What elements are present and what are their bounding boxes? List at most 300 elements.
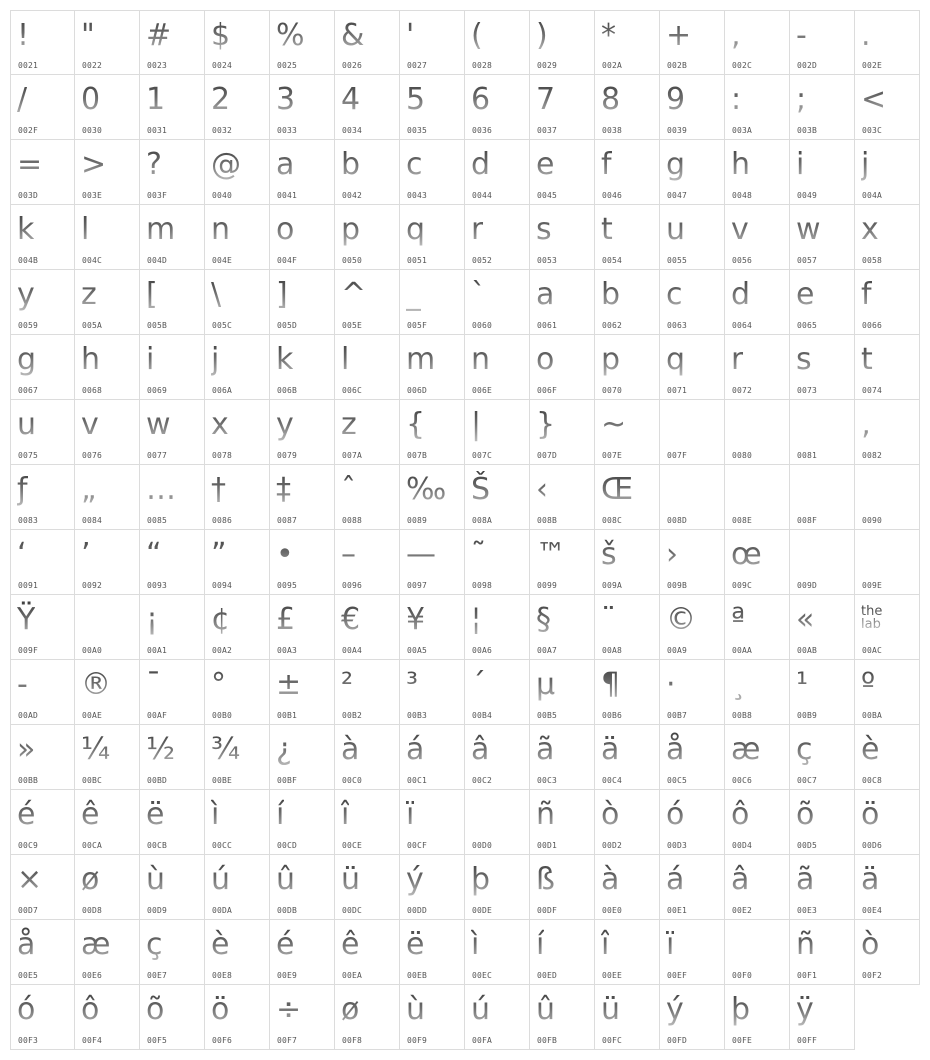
glyph-cell	[660, 335, 725, 400]
glyph-cell	[465, 595, 530, 660]
glyph-cell	[465, 10, 530, 75]
glyph-preview: ”	[211, 537, 227, 572]
glyph-code-label: 0042	[342, 191, 363, 200]
glyph-code-label: 0092	[82, 581, 103, 590]
glyph-code-label: 009C	[732, 581, 753, 590]
glyph-cell	[335, 790, 400, 855]
glyph-code-label: 00EC	[472, 971, 493, 980]
glyph-code-label: 00A2	[212, 646, 233, 655]
glyph-cell	[400, 75, 465, 140]
glyph-cell	[790, 400, 855, 465]
glyph-code-label: 0032	[212, 126, 233, 135]
glyph-code-label: 00F7	[277, 1036, 298, 1045]
glyph-cell	[400, 335, 465, 400]
glyph-preview: õ	[146, 992, 165, 1027]
glyph-preview: ³	[406, 667, 419, 702]
glyph-code-label: 00C9	[18, 841, 39, 850]
glyph-preview: æ	[81, 927, 111, 962]
glyph-cell	[140, 205, 205, 270]
glyph-code-label: 008E	[732, 516, 753, 525]
glyph-cell	[790, 790, 855, 855]
glyph-code-label: 00CB	[147, 841, 168, 850]
glyph-preview: y	[276, 407, 294, 442]
glyph-cell	[465, 660, 530, 725]
glyph-code-label: 00DC	[342, 906, 363, 915]
glyph-preview: 2	[211, 82, 231, 117]
glyph-code-label: 00A7	[537, 646, 558, 655]
glyph-preview: l	[341, 342, 350, 377]
glyph-preview: v	[731, 212, 749, 247]
glyph-cell	[75, 10, 140, 75]
glyph-cell	[530, 205, 595, 270]
glyph-cell	[140, 985, 205, 1050]
glyph-code-label: 0024	[212, 61, 233, 70]
glyph-code-label: 00D4	[732, 841, 753, 850]
glyph-preview: 1	[146, 82, 166, 117]
glyph-code-label: 00EF	[667, 971, 688, 980]
glyph-preview: j	[861, 147, 870, 182]
glyph-preview: v	[81, 407, 99, 442]
glyph-code-label: 007B	[407, 451, 428, 460]
glyph-preview: µ	[536, 667, 556, 702]
glyph-cell	[205, 855, 270, 920]
glyph-cell	[790, 660, 855, 725]
glyph-code-label: 00AD	[18, 711, 39, 720]
glyph-cell	[75, 205, 140, 270]
glyph-code-label: 00BA	[862, 711, 883, 720]
glyph-preview: d	[471, 147, 491, 182]
glyph-preview: k	[276, 342, 294, 377]
glyph-preview: ×	[17, 862, 43, 897]
glyph-cell	[335, 660, 400, 725]
glyph-preview: d	[731, 277, 751, 312]
glyph-code-label: 0022	[82, 61, 103, 70]
glyph-preview: f	[861, 277, 872, 312]
glyph-code-label: 0041	[277, 191, 298, 200]
glyph-cell	[530, 270, 595, 335]
glyph-code-label: 00D7	[18, 906, 39, 915]
glyph-preview: ?	[146, 147, 162, 182]
glyph-preview: ÷	[276, 992, 302, 1027]
glyph-code-label: 008A	[472, 516, 493, 525]
glyph-code-label: 00ED	[537, 971, 558, 980]
glyph-preview: `	[471, 277, 486, 312]
glyph-cell	[205, 660, 270, 725]
glyph-code-label: 006E	[472, 386, 493, 395]
glyph-cell	[335, 530, 400, 595]
glyph-cell	[465, 400, 530, 465]
glyph-code-label: 007D	[537, 451, 558, 460]
glyph-preview: í	[536, 927, 545, 962]
glyph-cell	[270, 920, 335, 985]
glyph-preview: ½	[146, 732, 176, 767]
glyph-preview: h	[731, 147, 751, 182]
glyph-preview: c	[406, 147, 423, 182]
glyph-cell	[400, 270, 465, 335]
glyph-preview: ì	[211, 797, 220, 832]
glyph-code-label: 00E7	[147, 971, 168, 980]
glyph-cell	[75, 725, 140, 790]
glyph-cell	[855, 790, 920, 855]
glyph-preview: @	[211, 147, 241, 182]
glyph-preview: ¯	[146, 667, 161, 702]
glyph-cell	[855, 140, 920, 205]
glyph-preview: é	[276, 927, 295, 962]
glyph-cell	[595, 920, 660, 985]
glyph-preview: o	[536, 342, 555, 377]
glyph-cell	[595, 660, 660, 725]
glyph-cell	[855, 270, 920, 335]
glyph-cell	[75, 400, 140, 465]
glyph-cell	[595, 530, 660, 595]
glyph-code-label: 0039	[667, 126, 688, 135]
glyph-code-label: 007F	[667, 451, 688, 460]
glyph-preview: ñ	[796, 927, 816, 962]
glyph-preview: r	[471, 212, 484, 247]
glyph-preview: s	[536, 212, 552, 247]
glyph-preview: <	[861, 82, 887, 117]
glyph-preview: •	[276, 537, 294, 572]
glyph-code-label: 006D	[407, 386, 428, 395]
glyph-cell	[465, 270, 530, 335]
glyph-code-label: 00CD	[277, 841, 298, 850]
glyph-code-label: 0062	[602, 321, 623, 330]
glyph-code-label: 003F	[147, 191, 168, 200]
glyph-preview: ƒ	[17, 472, 28, 507]
glyph-cell	[725, 660, 790, 725]
glyph-code-label: 002D	[797, 61, 818, 70]
glyph-cell	[205, 140, 270, 205]
glyph-cell	[335, 75, 400, 140]
glyph-code-label: 0077	[147, 451, 168, 460]
glyph-cell	[270, 595, 335, 660]
glyph-preview: ÿ	[796, 992, 814, 1027]
glyph-code-label: 00F3	[18, 1036, 39, 1045]
glyph-cell	[270, 790, 335, 855]
glyph-code-label: 0035	[407, 126, 428, 135]
glyph-preview: þ	[471, 862, 491, 897]
glyph-preview: q	[406, 212, 426, 247]
glyph-preview: ‰	[406, 472, 447, 507]
glyph-code-label: 00FB	[537, 1036, 558, 1045]
glyph-preview: >	[81, 147, 107, 182]
glyph-code-label: 0054	[602, 256, 623, 265]
glyph-preview: i	[796, 147, 805, 182]
glyph-code-label: 00C6	[732, 776, 753, 785]
glyph-cell	[465, 335, 530, 400]
glyph-code-label: 0088	[342, 516, 363, 525]
glyph-cell	[530, 335, 595, 400]
glyph-preview: ñ	[536, 797, 556, 832]
glyph-code-label: 00FF	[797, 1036, 818, 1045]
glyph-code-label: 00B2	[342, 711, 363, 720]
glyph-code-label: 00A9	[667, 646, 688, 655]
glyph-preview: Ÿ	[17, 602, 36, 637]
glyph-code-label: 00E6	[82, 971, 103, 980]
glyph-cell	[660, 595, 725, 660]
glyph-preview: k	[17, 212, 35, 247]
glyph-preview: 8	[601, 82, 621, 117]
glyph-code-label: 00E0	[602, 906, 623, 915]
glyph-cell	[10, 205, 75, 270]
glyph-code-label: 00A6	[472, 646, 493, 655]
glyph-cell	[10, 335, 75, 400]
glyph-preview: á	[406, 732, 425, 767]
glyph-cell	[205, 465, 270, 530]
glyph-preview: ß	[536, 862, 555, 897]
glyph-code-label: 0058	[862, 256, 883, 265]
glyph-code-label: 00F6	[212, 1036, 233, 1045]
glyph-preview: _	[406, 277, 421, 312]
glyph-code-label: 00A5	[407, 646, 428, 655]
glyph-code-label: 0044	[472, 191, 493, 200]
glyph-code-label: 00B0	[212, 711, 233, 720]
glyph-cell	[10, 660, 75, 725]
glyph-preview: –	[341, 537, 356, 572]
glyph-code-label: 00AA	[732, 646, 753, 655]
glyph-cell	[335, 10, 400, 75]
glyph-cell	[660, 985, 725, 1050]
glyph-code-label: 00A8	[602, 646, 623, 655]
glyph-code-label: 00DD	[407, 906, 428, 915]
glyph-code-label: 0078	[212, 451, 233, 460]
glyph-code-label: 0031	[147, 126, 168, 135]
glyph-cell	[530, 75, 595, 140]
glyph-preview: °	[211, 667, 226, 702]
glyph-cell	[205, 335, 270, 400]
glyph-preview: á	[666, 862, 685, 897]
glyph-code-label: 0071	[667, 386, 688, 395]
glyph-cell	[660, 855, 725, 920]
glyph-code-label: 00D0	[472, 841, 493, 850]
glyph-cell	[205, 985, 270, 1050]
glyph-code-label: 0072	[732, 386, 753, 395]
glyph-preview: m	[146, 212, 176, 247]
glyph-preview: 6	[471, 82, 491, 117]
glyph-cell	[790, 855, 855, 920]
glyph-preview: ‚	[861, 407, 871, 442]
glyph-cell	[855, 205, 920, 270]
glyph-code-label: 0040	[212, 191, 233, 200]
glyph-cell	[465, 920, 530, 985]
glyph-cell	[75, 530, 140, 595]
glyph-code-label: 009B	[667, 581, 688, 590]
glyph-preview: ë	[406, 927, 425, 962]
glyph-preview: &	[341, 18, 365, 53]
glyph-code-label: 003B	[797, 126, 818, 135]
glyph-cell	[270, 985, 335, 1050]
glyph-preview: -	[796, 18, 807, 53]
glyph-code-label: 00B9	[797, 711, 818, 720]
glyph-preview: ï	[406, 797, 415, 832]
glyph-cell	[660, 465, 725, 530]
glyph-cell	[400, 660, 465, 725]
glyph-preview: ª	[731, 602, 746, 637]
glyph-preview: (	[471, 18, 483, 53]
glyph-preview: ,	[731, 18, 741, 53]
glyph-preview: £	[276, 602, 296, 637]
glyph-code-label: 003A	[732, 126, 753, 135]
glyph-cell	[335, 140, 400, 205]
glyph-preview: 0	[81, 82, 101, 117]
glyph-cell	[140, 790, 205, 855]
glyph-cell	[75, 465, 140, 530]
glyph-cell	[660, 270, 725, 335]
glyph-cell	[270, 75, 335, 140]
glyph-cell	[790, 140, 855, 205]
glyph-cell	[855, 75, 920, 140]
glyph-preview: #	[146, 18, 172, 53]
glyph-preview: ø	[341, 992, 360, 1027]
glyph-code-label: 007C	[472, 451, 493, 460]
glyph-preview: ô	[731, 797, 750, 832]
glyph-cell	[140, 855, 205, 920]
glyph-preview: ë	[146, 797, 165, 832]
glyph-preview: q	[666, 342, 686, 377]
glyph-cell	[465, 465, 530, 530]
glyph-cell	[725, 400, 790, 465]
glyph-code-label: 00F4	[82, 1036, 103, 1045]
glyph-cell	[855, 725, 920, 790]
glyph-preview: ‹	[536, 472, 548, 507]
glyph-code-label: 002C	[732, 61, 753, 70]
glyph-preview: ˜	[471, 537, 486, 572]
glyph-code-label: 009F	[18, 646, 39, 655]
glyph-cell	[270, 660, 335, 725]
glyph-cell	[855, 465, 920, 530]
glyph-preview: y	[17, 277, 35, 312]
glyph-cell	[140, 660, 205, 725]
glyph-code-label: 0027	[407, 61, 428, 70]
glyph-preview: t	[861, 342, 873, 377]
glyph-code-label: 00BD	[147, 776, 168, 785]
glyph-cell	[725, 205, 790, 270]
glyph-cell	[855, 595, 920, 660]
glyph-cell	[75, 335, 140, 400]
glyph-cell	[790, 725, 855, 790]
glyph-preview: e	[796, 277, 815, 312]
glyph-code-label: 00E8	[212, 971, 233, 980]
glyph-code-label: 00B1	[277, 711, 298, 720]
glyph-preview: ¶	[601, 667, 621, 702]
glyph-code-label: 008D	[667, 516, 688, 525]
glyph-cell	[140, 595, 205, 660]
glyph-cell	[205, 400, 270, 465]
glyph-cell	[335, 855, 400, 920]
glyph-code-label: 0096	[342, 581, 363, 590]
glyph-preview: …	[146, 472, 176, 507]
glyph-cell	[335, 465, 400, 530]
glyph-code-label: 0038	[602, 126, 623, 135]
glyph-cell	[660, 530, 725, 595]
glyph-preview: j	[211, 342, 220, 377]
glyph-code-label: 00A4	[342, 646, 363, 655]
glyph-code-label: 0099	[537, 581, 558, 590]
glyph-preview: è	[861, 732, 880, 767]
glyph-cell	[205, 920, 270, 985]
glyph-code-label: 00DB	[277, 906, 298, 915]
glyph-code-label: 002E	[862, 61, 883, 70]
glyph-preview: w	[146, 407, 171, 442]
glyph-preview: í	[276, 797, 285, 832]
glyph-preview: ¡	[146, 602, 159, 637]
glyph-preview: è	[211, 927, 230, 962]
glyph-code-label: 008F	[797, 516, 818, 525]
glyph-code-label: 0052	[472, 256, 493, 265]
glyph-code-label: 00AB	[797, 646, 818, 655]
glyph-cell	[75, 660, 140, 725]
glyph-code-label: 0086	[212, 516, 233, 525]
glyph-code-label: 005B	[147, 321, 168, 330]
glyph-cell	[530, 985, 595, 1050]
glyph-code-label: 00A0	[82, 646, 103, 655]
glyph-preview: û	[536, 992, 556, 1027]
glyph-code-label: 00F8	[342, 1036, 363, 1045]
glyph-preview: ‘	[17, 537, 27, 572]
glyph-preview: p	[341, 212, 361, 247]
glyph-preview: î	[601, 927, 610, 962]
glyph-cell	[465, 985, 530, 1050]
glyph-cell	[790, 595, 855, 660]
glyph-code-label: 003D	[18, 191, 39, 200]
glyph-code-label: 00D5	[797, 841, 818, 850]
glyph-code-label: 0037	[537, 126, 558, 135]
glyph-preview: n	[471, 342, 491, 377]
glyph-preview: Š	[471, 472, 491, 507]
glyph-preview: a	[536, 277, 555, 312]
glyph-preview: |	[471, 407, 482, 442]
glyph-code-label: 00F1	[797, 971, 818, 980]
glyph-code-label: 00BE	[212, 776, 233, 785]
glyph-code-label: 0029	[537, 61, 558, 70]
glyph-cell	[855, 335, 920, 400]
glyph-preview: r	[731, 342, 744, 377]
glyph-preview: ý	[406, 862, 424, 897]
glyph-code-label: 0028	[472, 61, 493, 70]
glyph-cell	[205, 75, 270, 140]
glyph-preview: a	[276, 147, 295, 182]
glyph-cell	[790, 530, 855, 595]
glyph-code-label: 003E	[82, 191, 103, 200]
glyph-preview: ’	[81, 537, 91, 572]
glyph-cell	[270, 205, 335, 270]
glyph-code-label: 009A	[602, 581, 623, 590]
glyph-cell	[725, 790, 790, 855]
glyph-cell	[10, 855, 75, 920]
glyph-code-label: 00D3	[667, 841, 688, 850]
glyph-code-label: 004E	[212, 256, 233, 265]
glyph-cell	[725, 10, 790, 75]
glyph-cell	[530, 855, 595, 920]
glyph-code-label: 0043	[407, 191, 428, 200]
glyph-code-label: 00F2	[862, 971, 883, 980]
glyph-cell	[855, 920, 920, 985]
glyph-code-label: 0026	[342, 61, 363, 70]
glyph-preview: œ	[731, 537, 762, 572]
glyph-cell	[140, 335, 205, 400]
glyph-cell	[465, 140, 530, 205]
glyph-code-label: 00E5	[18, 971, 39, 980]
glyph-code-label: 0046	[602, 191, 623, 200]
glyph-cell	[10, 400, 75, 465]
glyph-cell	[140, 140, 205, 205]
glyph-cell	[595, 140, 660, 205]
glyph-code-label: 0023	[147, 61, 168, 70]
glyph-preview: ·	[666, 667, 676, 702]
glyph-cell	[140, 400, 205, 465]
glyph-code-label: 0063	[667, 321, 688, 330]
glyph-code-label: 0036	[472, 126, 493, 135]
